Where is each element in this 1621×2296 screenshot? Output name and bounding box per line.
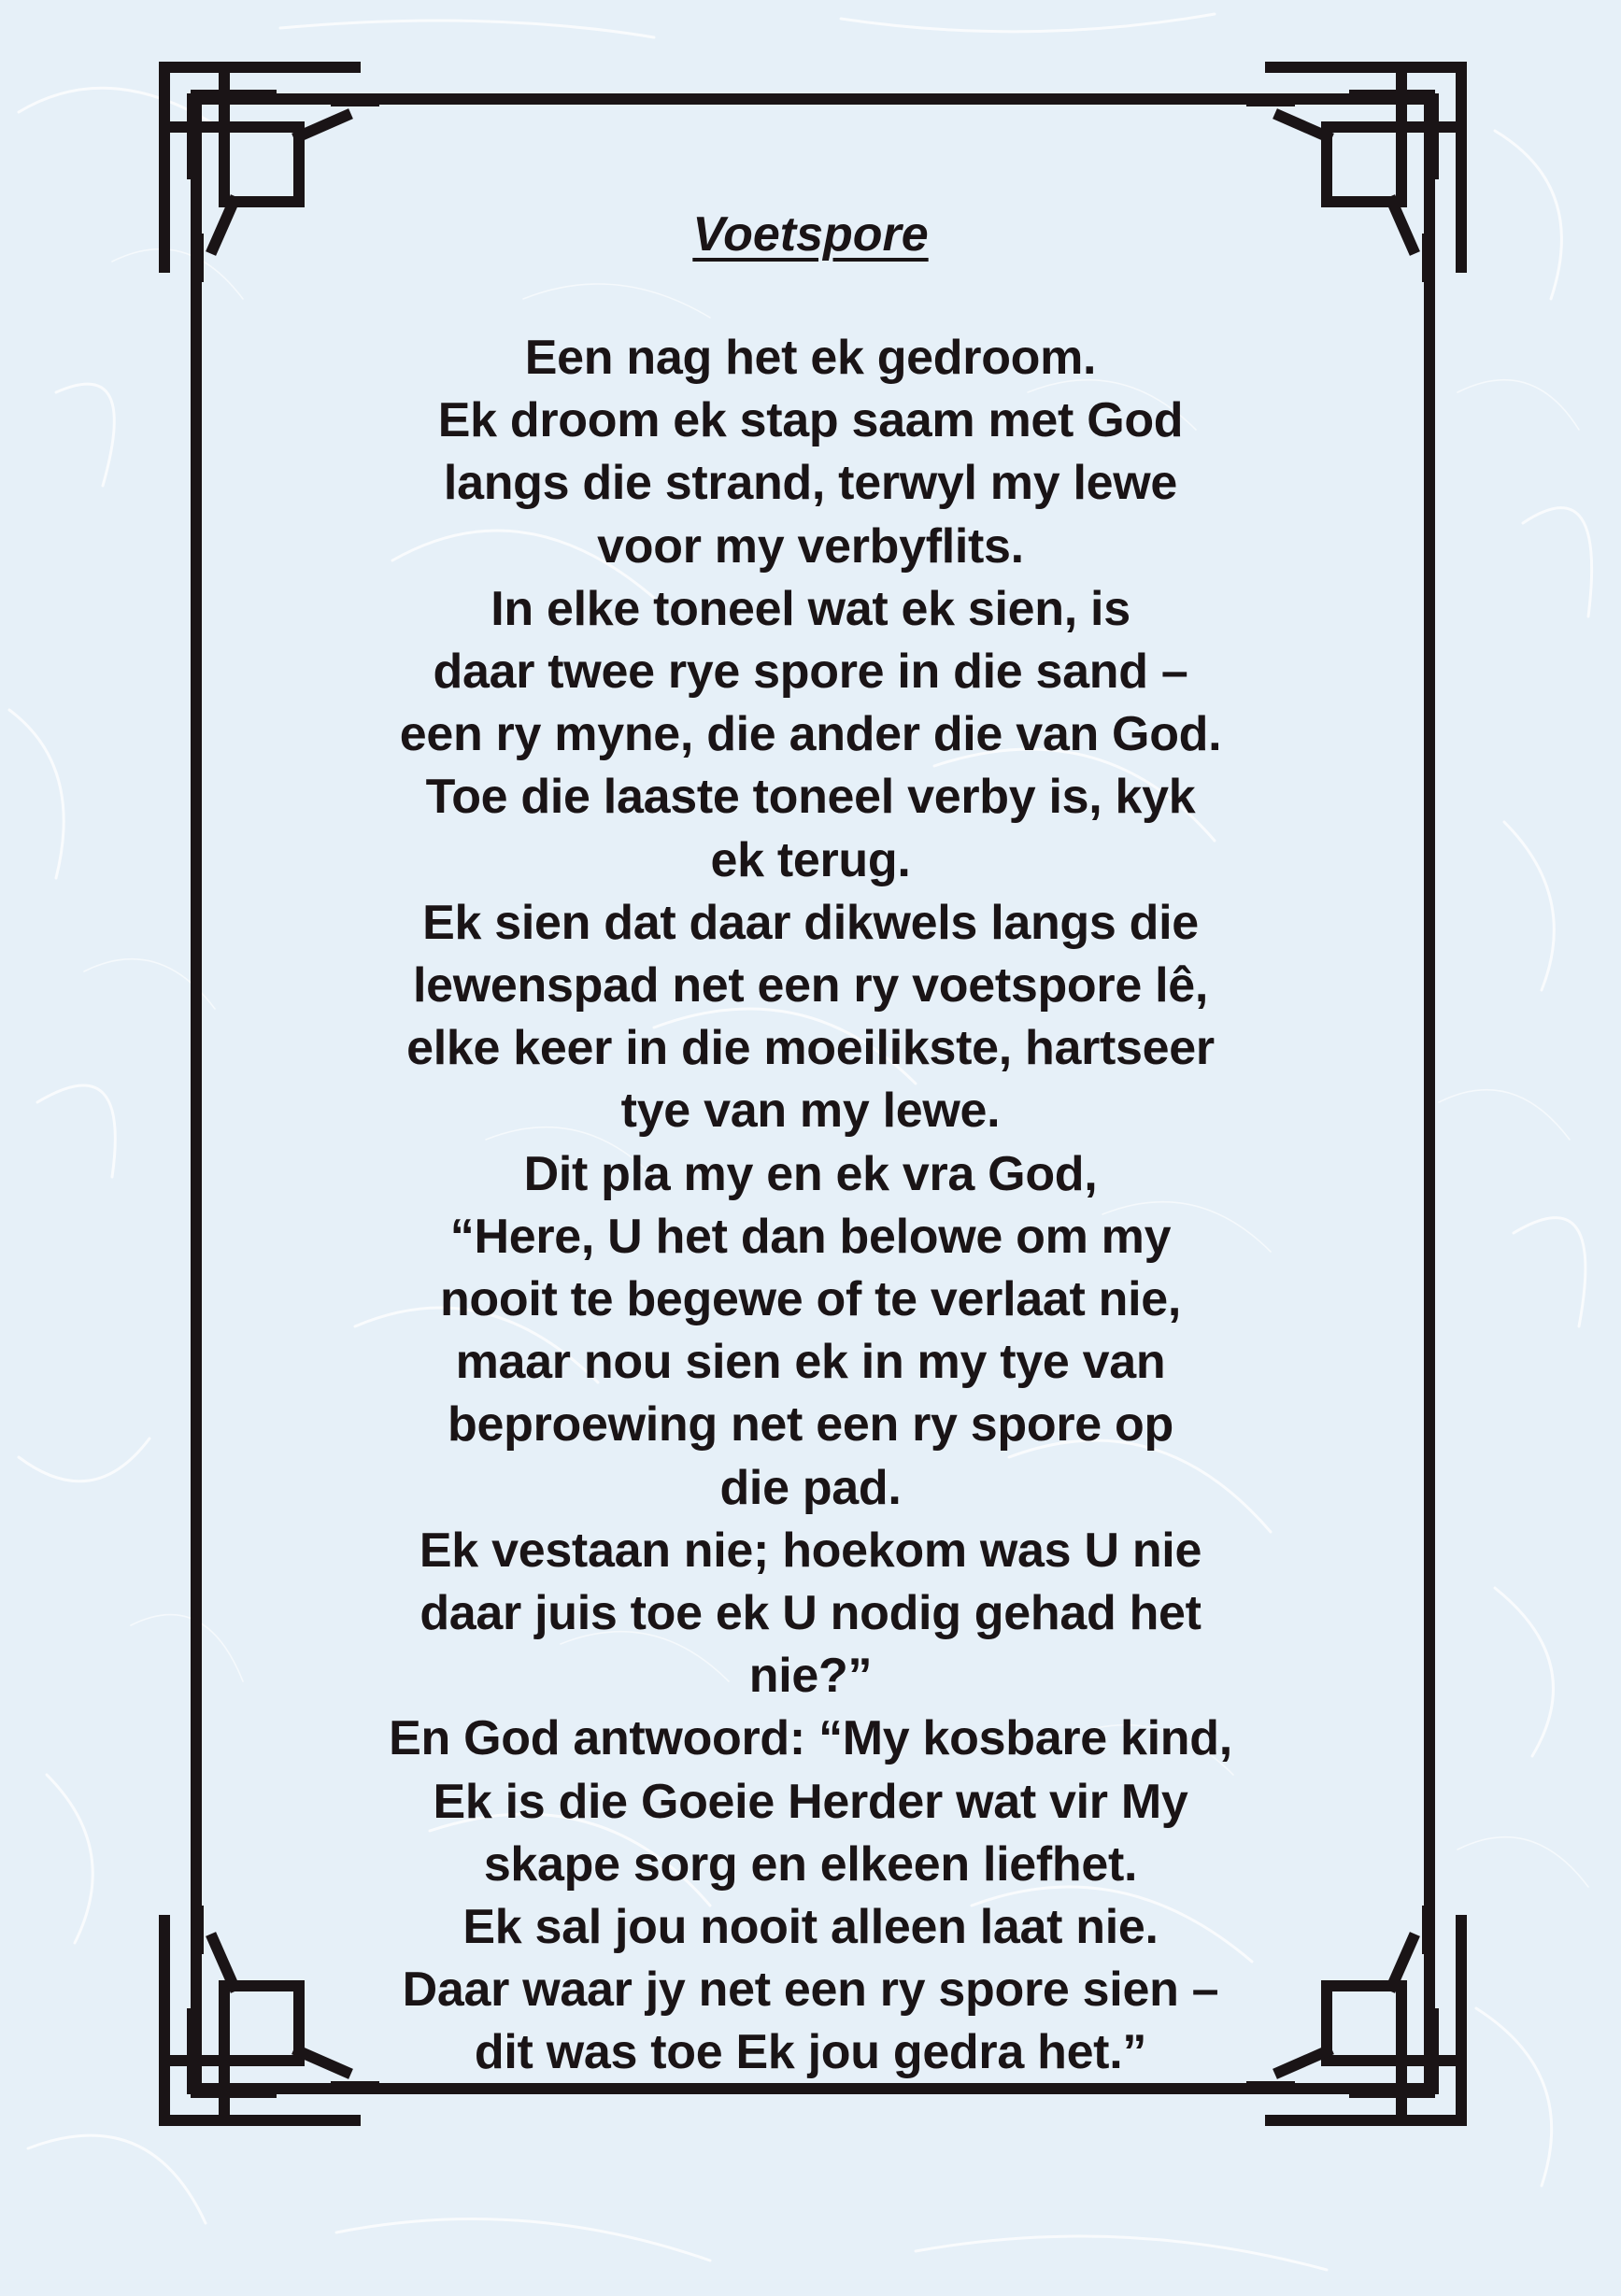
poem-line: maar nou sien ek in my tye van [455,1335,1166,1390]
poem-line: Een nag het ek gedroom. [524,331,1097,385]
poem [280,207,1341,2085]
poem-line: tye van my lewe. [620,1084,1001,1139]
poem-line: Ek sal jou nooit alleen laat nie. [462,1900,1159,1955]
poem-line: In elke toneel wat ek sien, is [491,581,1130,636]
poem-line: daar juis toe ek U nodig gehad het [419,1586,1202,1641]
poem-line: Ek droom ek stap saam met God [437,393,1184,448]
poem-line: die pad. [719,1460,902,1515]
poem-line: een ry myne, die ander die van God. [399,707,1222,762]
poem-line: langs die strand, terwyl my lewe [443,456,1178,511]
poem-line: Ek is die Goeie Herder wat vir My [433,1774,1188,1829]
poem-line: voor my verbyflits. [597,518,1024,574]
poem-line: nie?” [748,1649,873,1704]
poem-line: Ek sien dat daar dikwels langs die [422,895,1199,950]
poem-line: dit was toe Ek jou gedra het.” [474,2025,1147,2080]
poem-line: daar twee rye spore in die sand – [433,645,1188,700]
poem-line: lewenspad net een ry voetspore lê, [413,958,1208,1013]
poem-line: elke keer in die moeilikste, hartseer [406,1021,1215,1076]
poem-line: Ek vestaan nie; hoekom was U nie [419,1523,1202,1578]
poem-line: “Here, U het dan belowe om my [449,1209,1172,1264]
poem-line: skape sorg en elkeen liefhet. [483,1836,1138,1892]
poem-line: En God antwoord: “My kosbare kind, [389,1711,1232,1766]
poem-line: Toe die laaste toneel verby is, kyk [425,770,1196,825]
poem-line: nooit te begewe of te verlaat nie, [439,1272,1182,1327]
poem-title: Voetspore [692,207,929,262]
poem-line: Daar waar jy net een ry spore sien – [402,1963,1219,2018]
poem-body [280,327,1341,2085]
poem-line: ek terug. [710,832,911,887]
poem-line: beproewing net een ry spore op [448,1397,1173,1453]
poem-line: Dit pla my en ek vra God, [523,1146,1098,1201]
